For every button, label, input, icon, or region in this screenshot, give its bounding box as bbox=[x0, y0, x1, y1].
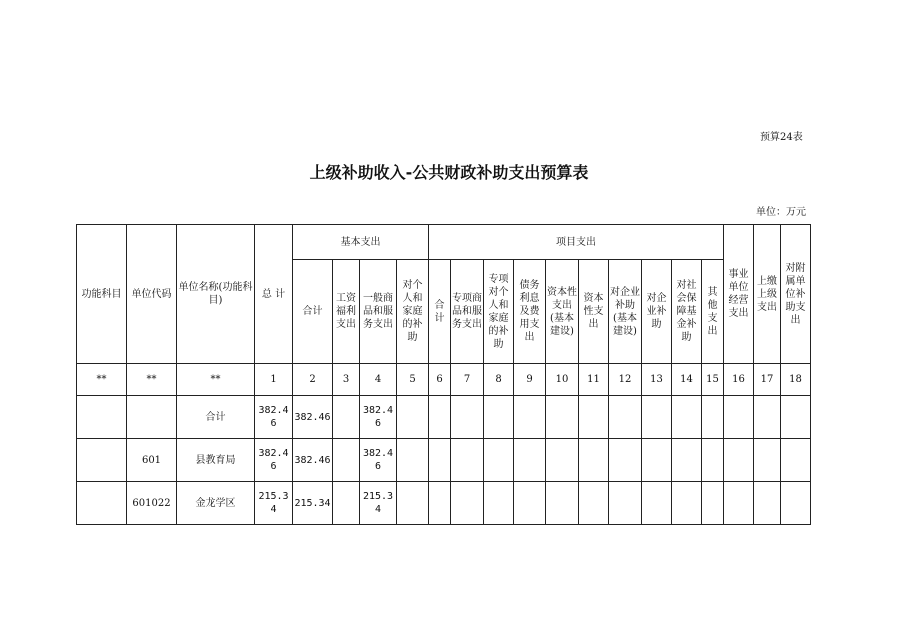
total-cell: 382.46 bbox=[255, 396, 293, 439]
goods-cell: 382.46 bbox=[360, 439, 397, 482]
index-cell: 3 bbox=[333, 364, 360, 396]
index-row bbox=[77, 364, 811, 396]
total-cell: 215.34 bbox=[255, 482, 293, 525]
header-basic-total: 合计 bbox=[293, 260, 333, 364]
header-subsidiary: 对附属单位补助支出 bbox=[781, 225, 811, 364]
header-project-group: 项目支出 bbox=[429, 225, 724, 260]
budget-table bbox=[76, 224, 811, 525]
header-project-social-security: 对社会保障基金补助 bbox=[672, 260, 702, 364]
index-cell: 4 bbox=[360, 364, 397, 396]
header-project-goods: 专项商品和服务支出 bbox=[451, 260, 484, 364]
index-cell: 18 bbox=[781, 364, 811, 396]
index-cell: 14 bbox=[672, 364, 702, 396]
total-cell: 382.46 bbox=[255, 439, 293, 482]
basic-total-cell: 382.46 bbox=[293, 396, 333, 439]
index-cell: 17 bbox=[754, 364, 781, 396]
header-project-debt: 债务利息及费用支出 bbox=[514, 260, 546, 364]
name-cell: 金龙学区 bbox=[177, 482, 255, 525]
header-unit-name: 单位名称(功能科目) bbox=[177, 225, 255, 364]
document-title: 上级补助收入-公共财政补助支出预算表 bbox=[309, 163, 589, 182]
index-cell: 11 bbox=[579, 364, 609, 396]
header-project-capital-construction: 资本性支出(基本建设) bbox=[546, 260, 579, 364]
index-cell: 2 bbox=[293, 364, 333, 396]
header-business: 事业单位经营支出 bbox=[724, 225, 754, 364]
header-project-capital: 资本性支出 bbox=[579, 260, 609, 364]
unit-label: 单位：万元 bbox=[756, 207, 806, 218]
header-project-other: 其他支出 bbox=[702, 260, 724, 364]
index-cell: 1 bbox=[255, 364, 293, 396]
header-basic-goods: 一般商品和服务支出 bbox=[360, 260, 397, 364]
header-project-enterprise-construction: 对企业补助(基本建设) bbox=[609, 260, 642, 364]
code-cell: 601 bbox=[127, 439, 177, 482]
func-cell bbox=[77, 482, 127, 525]
header-func-subject: 功能科目 bbox=[77, 225, 127, 364]
wages-cell bbox=[333, 482, 360, 525]
index-cell: ** bbox=[177, 364, 255, 396]
index-cell: 13 bbox=[642, 364, 672, 396]
header-row-groups bbox=[77, 225, 811, 260]
index-cell: ** bbox=[127, 364, 177, 396]
index-cell: 15 bbox=[702, 364, 724, 396]
header-unit-code: 单位代码 bbox=[127, 225, 177, 364]
index-cell: 7 bbox=[451, 364, 484, 396]
basic-total-cell: 215.34 bbox=[293, 482, 333, 525]
code-cell bbox=[127, 396, 177, 439]
table-row bbox=[77, 396, 811, 439]
header-basic-individual: 对个人和家庭的补助 bbox=[397, 260, 429, 364]
func-cell bbox=[77, 396, 127, 439]
header-project-individual: 专项对个人和家庭的补助 bbox=[484, 260, 514, 364]
name-cell: 合计 bbox=[177, 396, 255, 439]
index-cell: 8 bbox=[484, 364, 514, 396]
basic-total-cell: 382.46 bbox=[293, 439, 333, 482]
index-cell: 6 bbox=[429, 364, 451, 396]
goods-cell: 215.34 bbox=[360, 482, 397, 525]
table-row bbox=[77, 439, 811, 482]
table-row bbox=[77, 482, 811, 525]
goods-cell: 382.46 bbox=[360, 396, 397, 439]
index-cell: 10 bbox=[546, 364, 579, 396]
header-project-total: 合计 bbox=[429, 260, 451, 364]
code-cell: 601022 bbox=[127, 482, 177, 525]
header-project-enterprise: 对企业补助 bbox=[642, 260, 672, 364]
index-cell: ** bbox=[77, 364, 127, 396]
header-basic-group: 基本支出 bbox=[293, 225, 429, 260]
header-total: 总 计 bbox=[255, 225, 293, 364]
index-cell: 12 bbox=[609, 364, 642, 396]
wages-cell bbox=[333, 396, 360, 439]
name-cell: 县教育局 bbox=[177, 439, 255, 482]
header-basic-wages: 工资福利支出 bbox=[333, 260, 360, 364]
index-cell: 16 bbox=[724, 364, 754, 396]
func-cell bbox=[77, 439, 127, 482]
index-cell: 9 bbox=[514, 364, 546, 396]
wages-cell bbox=[333, 439, 360, 482]
document-code: 预算24表 bbox=[760, 132, 803, 143]
header-upper: 上缴上级支出 bbox=[754, 225, 781, 364]
index-cell: 5 bbox=[397, 364, 429, 396]
